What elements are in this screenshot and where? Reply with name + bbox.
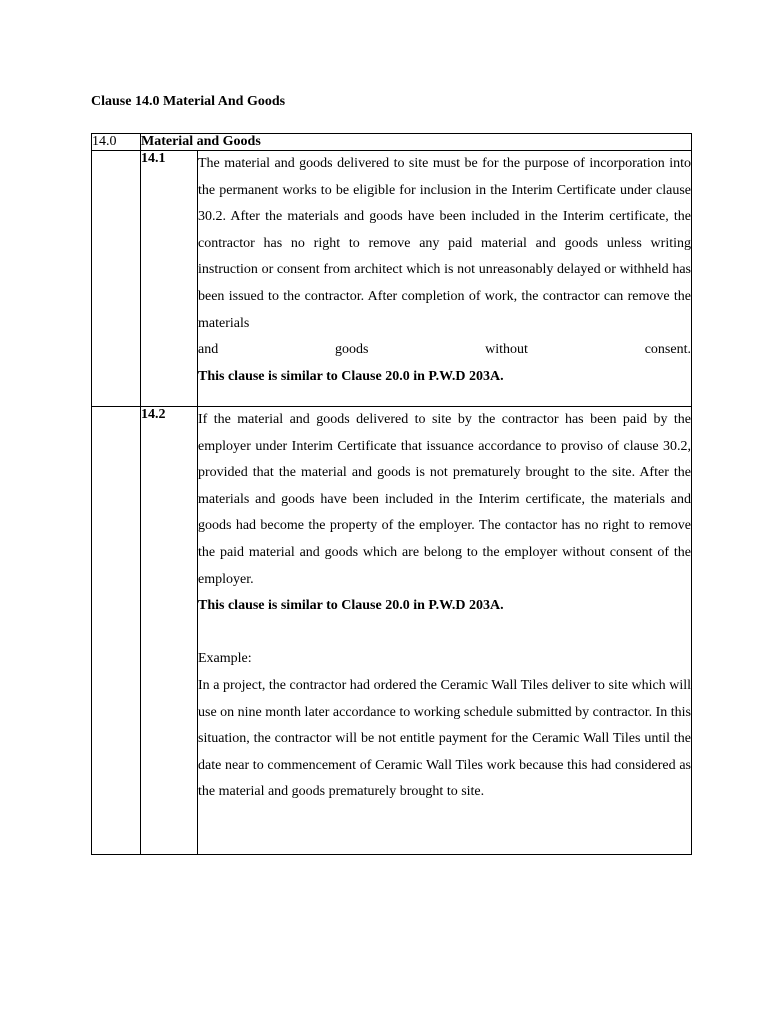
subclause-body (198, 151, 692, 407)
page-title: Clause 14.0 Material And Goods (91, 94, 286, 109)
empty-cell (92, 407, 141, 855)
similar-clause-note: This clause is similar to Clause 20.0 in P.W.D 203A. (198, 598, 504, 614)
table-row (92, 151, 692, 407)
clause-title: Material and Goods (141, 134, 692, 151)
clause-table (91, 133, 692, 855)
word: goods (334, 342, 369, 358)
word: consent. (644, 342, 691, 358)
table-row (92, 407, 692, 855)
subclause-paragraph: If the material and goods delivered to site by the contractor has been paid by the employer under Interim Certificate that issuance accordance to proviso of clause 30.2, provided that the material and goods is not prematurely brought to the site. After the materials and goods have been included in the Interim certificate, the materials and goods had become the property of the employer. The contactor has no right to remove the paid material and goods which are belong to the employer without consent of the employer. (198, 412, 691, 587)
example-paragraph: In a project, the contractor had ordered the Ceramic Wall Tiles deliver to site which will use on nine month later accordance to working schedule submitted by contractor. In this situation, the contractor will be not entitle payment for the Ceramic Wall Tiles until the date near to commencement of Ceramic Wall Tiles work because this had considered as the material and goods prematurely brought to site. (198, 677, 691, 800)
subclause-body (198, 407, 692, 855)
word: without (485, 342, 528, 358)
blank-line (198, 620, 691, 647)
clause-number: 14.0 (92, 134, 141, 151)
example-label: Example: (198, 651, 252, 667)
similar-clause-note: This clause is similar to Clause 20.0 in P.W.D 203A. (198, 368, 504, 384)
empty-cell (92, 151, 141, 407)
subclause-number: 14.2 (141, 407, 198, 855)
word: and (198, 342, 219, 358)
subclause-paragraph: The material and goods delivered to site must be for the purpose of incorporation into the permanent works to be eligible for inclusion in the Interim Certificate under clause 30.2. After the materials and goods have been included in the Interim certificate, the contractor has no right to remove any paid material and goods unless writing instruction or consent from architect which is not unreasonably delayed or withheld has been issued to the contractor. After completion of work, the contractor can remove the materials (198, 156, 691, 331)
justified-last-line (198, 337, 691, 364)
subclause-number: 14.1 (141, 151, 198, 407)
clause-header-row (92, 134, 692, 151)
